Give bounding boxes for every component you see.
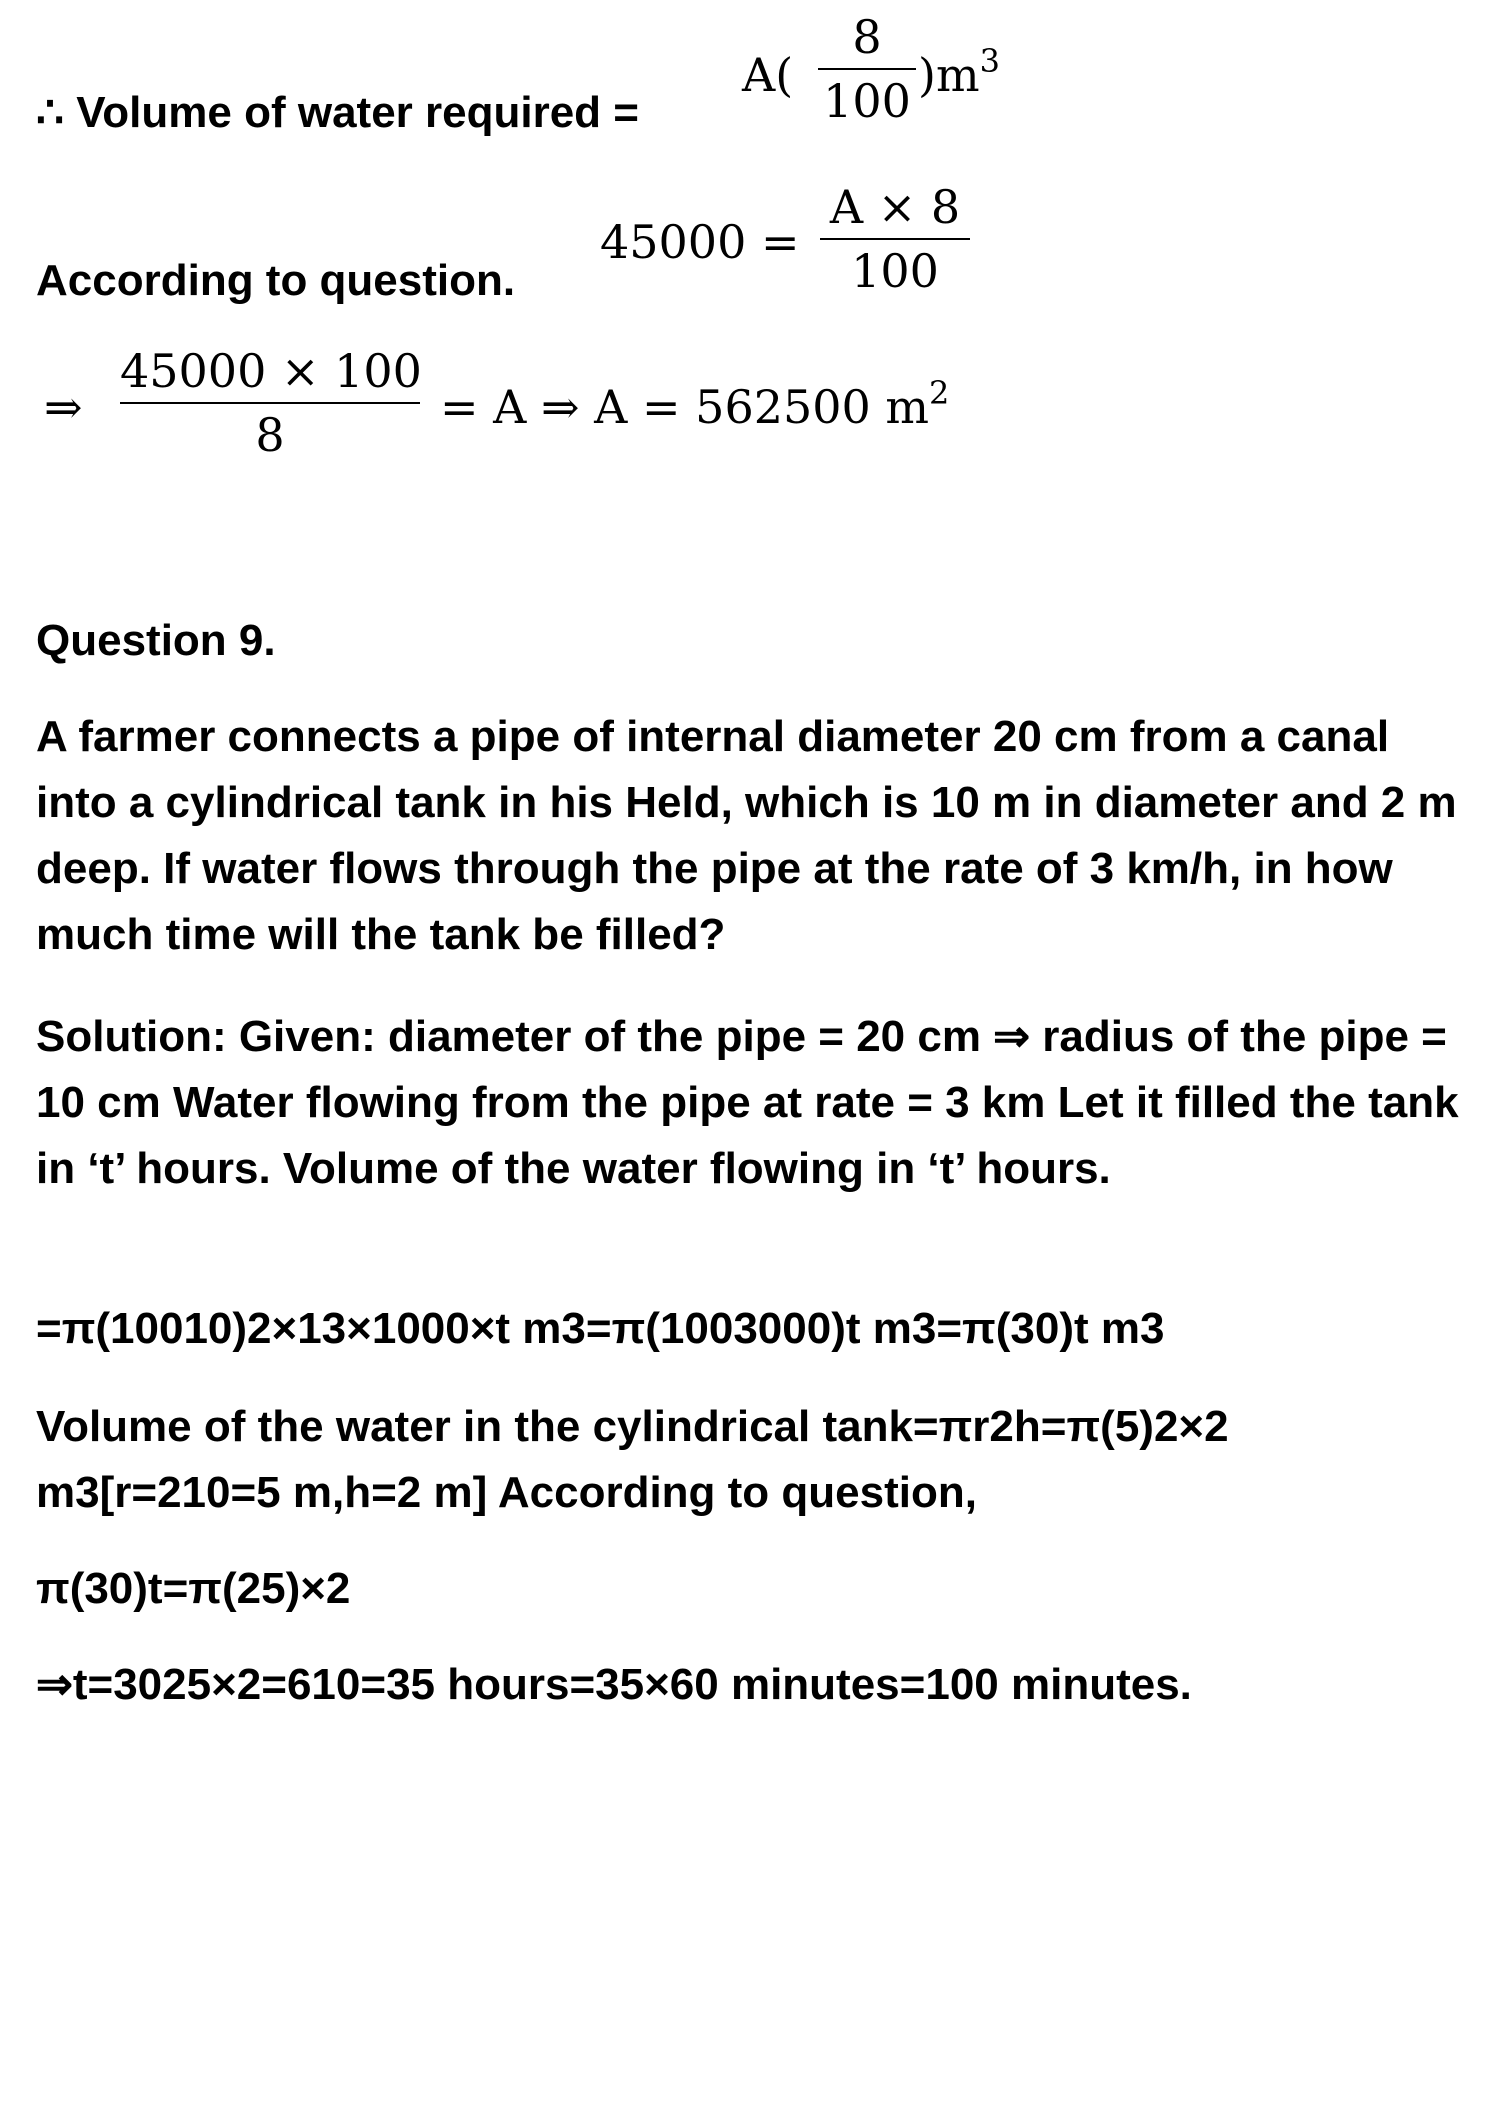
solution-line-3: π(30)t=π(25)×2 [36, 1564, 351, 1613]
eq1-fraction [818, 10, 916, 128]
eq1-numerator: 8 [852, 10, 882, 64]
eq3-implies: ⇒ [44, 380, 83, 434]
eq2-denominator: 100 [851, 244, 939, 298]
eq1-suffix [918, 42, 1000, 102]
eq3-numerator: 45000 × 100 [120, 344, 422, 398]
according-label: According to question. [36, 256, 516, 305]
solution-intro: Solution: Given: diameter of the pipe = 20 cm ⇒ radius of the pipe = 10 cm Water flowing from the pipe at rate = 3 km Let it filled the tank in ‘t’ hours. Volume of the water flowing in ‘t’ hours. [36, 1012, 1459, 1193]
eq2-fraction-bar [820, 238, 970, 240]
eq2-fraction [820, 180, 970, 298]
eq1-denominator: 100 [823, 74, 911, 128]
eq3-fraction [120, 344, 420, 462]
eq1-suffix-text: )m [918, 48, 980, 102]
eq3-exponent: 2 [929, 374, 950, 412]
eq1-exponent: 3 [979, 42, 1000, 80]
solution-line-4: ⇒t=3025×2=610=35 hours=35×60 minutes=100 minutes. [36, 1660, 1192, 1709]
question-body: A farmer connects a pipe of internal diameter 20 cm from a canal into a cylindrical tank in his Held, which is 10 m in diameter and 2 m deep. If water flows through the pipe at the rate of 3 km/h, in how much time will the tank be filled? [36, 712, 1457, 959]
eq1-fraction-bar [818, 68, 916, 70]
question-heading: Question 9. [36, 616, 276, 665]
eq3-fraction-bar [120, 402, 420, 404]
solution-line-2: Volume of the water in the cylindrical tank=πr2h=π(5)2×2 m3[r=210=5 m,h=2 m] According to question, [36, 1402, 1229, 1517]
eq1-prefix: A( [742, 48, 794, 102]
eq2-numerator: A × 8 [829, 180, 961, 234]
eq3-denominator: 8 [255, 408, 285, 462]
eq2-lhs: 45000 = [600, 215, 800, 269]
solution-line-1: =π(10010)2×13×1000×t m3=π(1003000)t m3=π(30)t m3 [36, 1304, 1165, 1353]
eq3-result-text: = A ⇒ A = 562500 m [440, 380, 930, 434]
eq3-result [440, 374, 950, 434]
volume-label: ∴ Volume of water required = [36, 88, 639, 137]
